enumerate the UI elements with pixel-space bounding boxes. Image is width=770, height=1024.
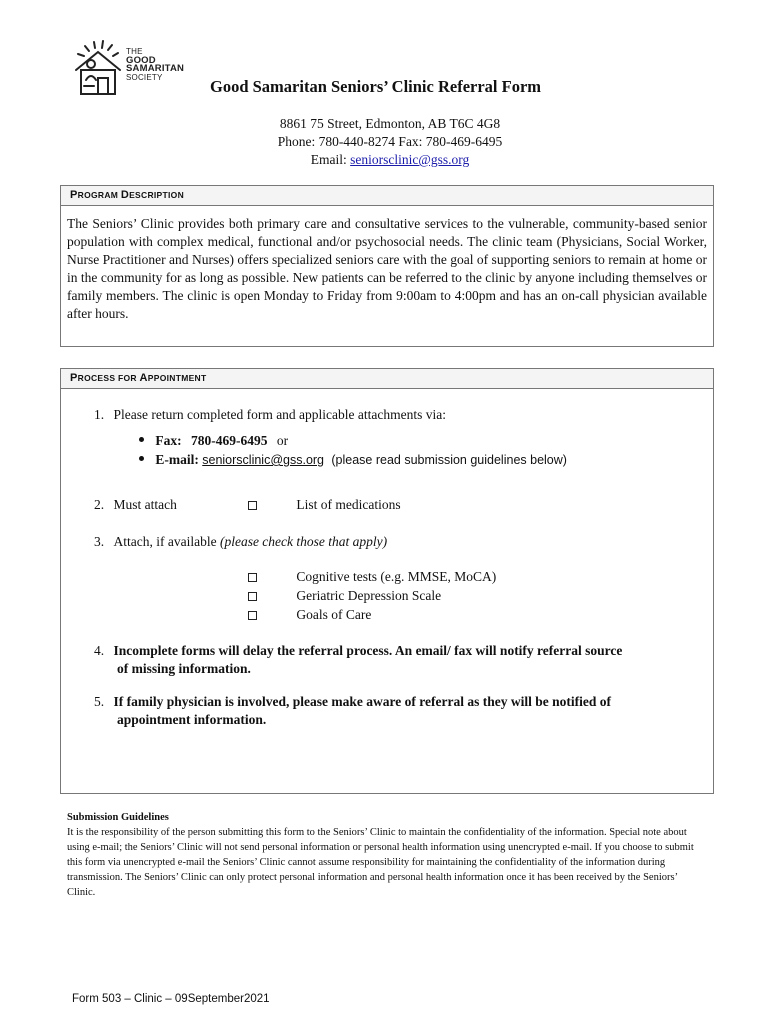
medications-checkbox[interactable] <box>248 501 257 510</box>
logo-text-society: SOCIETY <box>126 72 163 82</box>
process-section <box>60 368 714 794</box>
logo-text-good: GOOD <box>126 54 156 66</box>
heading-cap: P <box>70 189 78 201</box>
checkbox-label: Geriatric Depression Scale <box>296 588 442 603</box>
fax-label: Fax: <box>155 433 182 448</box>
heading-rest: ESCRIPTION <box>129 190 185 200</box>
page-title: Good Samaritan Seniors’ Clinic Referral Form <box>210 77 542 96</box>
checkbox-label: Goals of Care <box>296 607 372 622</box>
society-logo <box>72 40 192 98</box>
bullet-icon <box>139 437 144 442</box>
logo-house-icon <box>72 40 128 98</box>
item-text: If family physician is involved, please make aware of referral as they will be notified of <box>113 694 611 709</box>
email-option-link[interactable]: seniorsclinic@gss.org <box>202 453 325 467</box>
cognitive-tests-checkbox[interactable] <box>248 573 257 582</box>
item-text: Incomplete forms will delay the referral process. An email/ fax will notify referral source <box>113 643 623 658</box>
fax-number: 780-469-6495 <box>191 433 268 448</box>
heading-rest: ROCESS FOR <box>77 373 140 383</box>
submission-heading: Submission Guidelines <box>67 812 169 823</box>
form-footer: Form 503 – Clinic – 09September2021 <box>72 993 270 1005</box>
medications-label: List of medications <box>296 497 401 512</box>
item-number: 1. <box>94 407 105 422</box>
fax-suffix: or <box>276 433 289 448</box>
logo-text-samaritan: SAMARITAN <box>126 63 185 74</box>
program-description-section <box>60 185 714 347</box>
submission-guidelines <box>67 810 707 900</box>
depression-checkbox-row <box>248 587 441 605</box>
phone-fax: Phone: 780-440-8274 Fax: 780-469-6495 <box>277 134 503 149</box>
fax-option <box>139 432 288 450</box>
heading-cap: D <box>120 189 130 201</box>
item-note: (please check those that apply) <box>219 534 388 549</box>
heading-cap: P <box>70 372 78 384</box>
heading-rest: ROGRAM <box>77 190 121 200</box>
goals-of-care-checkbox[interactable] <box>248 611 257 620</box>
heading-cap: A <box>139 372 148 384</box>
item-text: Must attach <box>113 497 177 512</box>
item-number: 5. <box>94 694 105 709</box>
item-text: Attach, if available <box>113 534 220 549</box>
program-description-heading <box>61 186 713 206</box>
heading-rest: PPOINTMENT <box>147 373 207 383</box>
email-line <box>10 151 770 169</box>
depression-scale-checkbox[interactable] <box>248 592 257 601</box>
email-option-label: E-mail: <box>155 452 199 467</box>
medications-checkbox-row <box>248 496 401 514</box>
list-item-5-continued: appointment information. <box>117 712 267 727</box>
contact-block <box>0 115 770 169</box>
list-item-2 <box>94 496 177 514</box>
list-item-4-continued: of missing information. <box>117 661 251 676</box>
item-number: 3. <box>94 534 105 549</box>
email-option-note: (please read submission guidelines below) <box>331 453 567 467</box>
submission-text: It is the responsibility of the person submitting this form to the Seniors’ Clinic to maintain the confidentiality of the information. Special note about using e-mail; the Seniors’ Clinic will not send personal information or personal health information using unencrypted e-mail. If you choose to submit this form via unencrypted e-mail the Seniors’ Clinic cannot assume responsibility for maintaining the confidentiality of the information during transmission. The Seniors’ Clinic can only protect personal information and personal health information once it has been received by the Seniors’ Clinic. <box>67 827 694 898</box>
email-label: Email: <box>310 152 351 167</box>
item-number: 2. <box>94 497 105 512</box>
list-item-3 <box>94 533 387 551</box>
checkbox-label: Cognitive tests (e.g. MMSE, MoCA) <box>296 569 497 584</box>
process-heading <box>61 369 713 389</box>
bullet-icon <box>139 456 144 461</box>
address: 8861 75 Street, Edmonton, AB T6C 4G8 <box>279 116 501 131</box>
list-item-4 <box>94 642 622 660</box>
item-text: Please return completed form and applicable attachments via: <box>113 407 446 422</box>
email-option <box>139 451 567 469</box>
email-link[interactable]: seniorsclinic@gss.org <box>350 152 470 167</box>
goals-checkbox-row <box>248 606 371 624</box>
list-item-1 <box>94 406 446 424</box>
item-number: 4. <box>94 643 105 658</box>
cognitive-checkbox-row <box>248 568 496 586</box>
program-description-text: The Seniors’ Clinic provides both primary care and consultative services to the vulnerable, community-based senior population with complex medical, functional and/or psychosocial needs. The clinic team (Physicians, Social Worker, Nurse Practitioner and Nurses) offers specialized seniors care with the goal of supporting seniors to remain at home or in the community for as long as possible. New patients can be referred to the clinic by anyone including themselves or family members. The clinic is open Monday to Friday from 9:00am to 4:00pm and has an on-call physician available after hours. <box>67 216 707 321</box>
logo-text-the: THE <box>126 47 143 56</box>
list-item-5 <box>94 693 611 711</box>
